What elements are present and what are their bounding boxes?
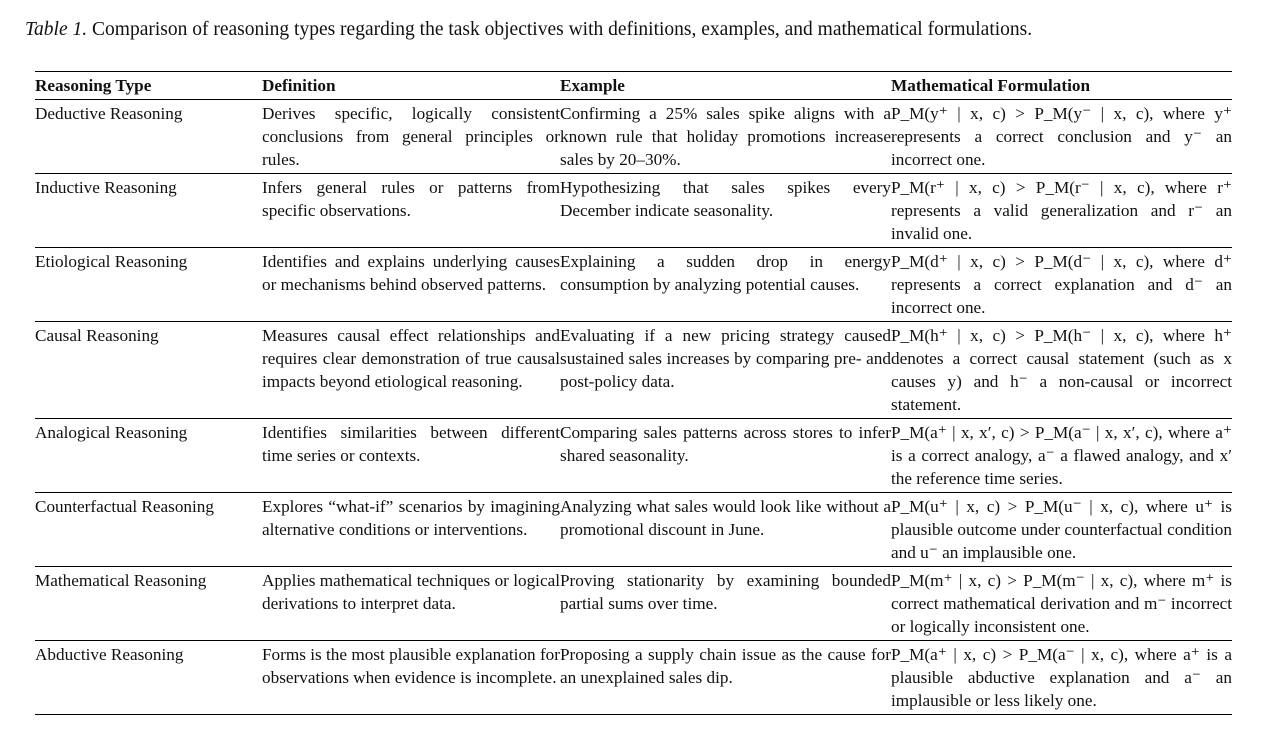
cell-example: Evaluating if a new pricing strategy caused sustained sales increases by comparing pre- and post-policy data. (560, 326, 891, 391)
caption-label: Table 1. (25, 19, 88, 40)
cell-definition: Identifies similarities between different time series or contexts. (262, 423, 560, 465)
cell-reasoning-type: Abductive Reasoning (35, 645, 184, 664)
cell-definition: Measures causal effect relationships and requires clear demonstration of true causal impacts beyond etiological reasoning. (262, 326, 560, 391)
cell-formulation: P_M(y⁺ | x, c) > P_M(y⁻ | x, c), where y⁺ represents a correct conclusion and y⁻ an incorrect one. (891, 104, 1232, 169)
cell-formulation: P_M(m⁺ | x, c) > P_M(m⁻ | x, c), where m⁺ is correct mathematical derivation and m⁻ incorrect or logically inconsistent one. (891, 571, 1232, 636)
table-row (35, 248, 1232, 322)
table-row (35, 567, 1232, 641)
cell-definition: Derives specific, logically consistent conclusions from general principles or rules. (262, 104, 560, 169)
table-row (35, 322, 1232, 419)
cell-reasoning-type: Etiological Reasoning (35, 252, 188, 271)
cell-reasoning-type: Counterfactual Reasoning (35, 497, 214, 516)
cell-definition: Infers general rules or patterns from specific observations. (262, 178, 560, 220)
cell-reasoning-type: Analogical Reasoning (35, 423, 188, 442)
cell-formulation: P_M(h⁺ | x, c) > P_M(h⁻ | x, c), where h⁺ denotes a correct causal statement (such as x causes y) and h⁻ a non-causal or incorrect statement. (891, 326, 1232, 414)
cell-example: Proving stationarity by examining bounded partial sums over time. (560, 571, 891, 613)
cell-reasoning-type: Mathematical Reasoning (35, 571, 207, 590)
table-row (35, 493, 1232, 567)
cell-example: Hypothesizing that sales spikes every December indicate seasonality. (560, 178, 891, 220)
cell-reasoning-type: Inductive Reasoning (35, 178, 177, 197)
cell-formulation: P_M(a⁺ | x, c) > P_M(a⁻ | x, c), where a⁺ is a plausible abductive explanation and a⁻ an implausible or less likely one. (891, 645, 1232, 710)
cell-example: Comparing sales patterns across stores to infer shared seasonality. (560, 423, 891, 465)
cell-definition: Identifies and explains underlying causes or mechanisms behind observed patterns. (262, 252, 560, 294)
cell-example: Proposing a supply chain issue as the cause for an unexplained sales dip. (560, 645, 891, 687)
header-reasoning-type: Reasoning Type (35, 76, 152, 95)
reasoning-types-table (35, 71, 1232, 715)
table-header-row (35, 72, 1232, 100)
header-math-formulation: Mathematical Formulation (891, 76, 1091, 95)
cell-definition: Explores “what-if” scenarios by imagining alternative conditions or interventions. (262, 497, 560, 539)
table-row (35, 174, 1232, 248)
cell-formulation: P_M(u⁺ | x, c) > P_M(u⁻ | x, c), where u⁺ is plausible outcome under counterfactual condition and u⁻ an implausible one. (891, 497, 1232, 562)
table-row (35, 100, 1232, 174)
cell-reasoning-type: Causal Reasoning (35, 326, 159, 345)
header-example: Example (560, 76, 625, 95)
cell-definition: Forms is the most plausible explanation for observations when evidence is incomplete. (262, 645, 560, 687)
table-row (35, 641, 1232, 715)
cell-example: Analyzing what sales would look like without a promotional discount in June. (560, 497, 891, 539)
cell-formulation: P_M(a⁺ | x, x′, c) > P_M(a⁻ | x, x′, c), where a⁺ is a correct analogy, a⁻ a flawed analogy, and x′ the reference time series. (891, 423, 1232, 488)
cell-formulation: P_M(r⁺ | x, c) > P_M(r⁻ | x, c), where r⁺ represents a valid generalization and r⁻ an invalid one. (891, 178, 1232, 243)
cell-reasoning-type: Deductive Reasoning (35, 104, 183, 123)
cell-formulation: P_M(d⁺ | x, c) > P_M(d⁻ | x, c), where d⁺ represents a correct explanation and d⁻ an incorrect one. (891, 252, 1232, 317)
caption-text: Comparison of reasoning types regarding the task objectives with definitions, examples, and mathematical formulations. (92, 19, 1033, 40)
cell-example: Confirming a 25% sales spike aligns with a known rule that holiday promotions increase sales by 20–30%. (560, 104, 891, 169)
cell-example: Explaining a sudden drop in energy consumption by analyzing potential causes. (560, 252, 891, 294)
cell-definition: Applies mathematical techniques or logical derivations to interpret data. (262, 571, 560, 613)
header-definition: Definition (262, 76, 336, 95)
table-caption (25, 18, 1245, 42)
table-row (35, 419, 1232, 493)
